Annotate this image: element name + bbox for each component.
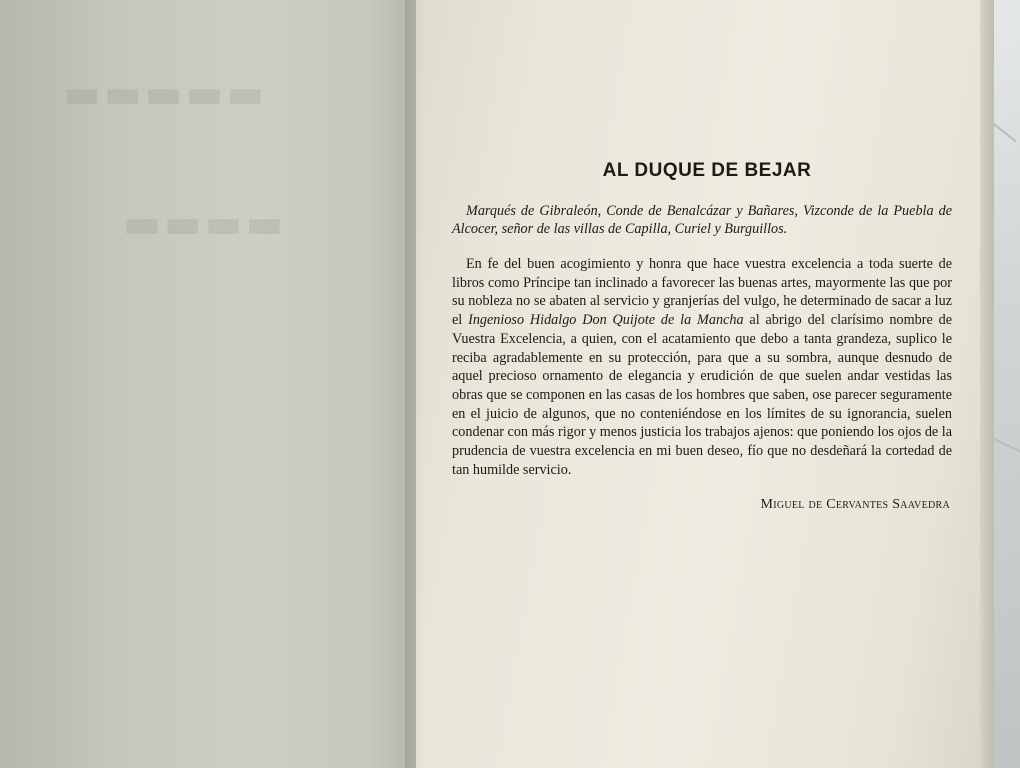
dedication-text-block	[452, 160, 952, 513]
dedication-body	[452, 255, 952, 479]
body-part-1: En fe del buen acogimiento y honra que hace vuestra excelencia a toda suerte de libros como Príncipe tan inclinado a favorecer las buenas artes, mayormente las que por su nobleza no se abaten al servicio y granjerías del vulgo, he determinado de sacar a luz el	[452, 256, 952, 329]
body-part-2: al abrigo del clarísimo nombre de Vuestra Excelencia, a quien, con el acatamiento que debo a tanta grandeza, suplico le reciba agradablemente en su protección, para que a su sombra, aunque desnudo de aquel precioso ornamento de elegancia y erudición de que suelen andar vestidas las obras que se componen en las casas de los hombres que saben, ose parecer seguramente en el juicio de algunos, que no conteniéndose en los límites de su ignorancia, suelen condenar con más rigor y menos justicia los trabajos ajenos: que poniendo los ojos de la prudencia de vuestra excelencia en mi buen deseo, fío que no desdeñará la cortedad de tan humilde servicio.	[452, 312, 952, 478]
author-signature: Miguel de Cervantes Saavedra	[760, 497, 950, 513]
bleed-through-ghost: ▬▬▬▬▬	[60, 70, 264, 117]
page-edge	[980, 0, 994, 768]
bleed-through-ghost: ▬▬▬▬	[120, 200, 284, 247]
dedication-heading: AL DUQUE DE BEJAR	[602, 160, 812, 181]
book-title: Ingenioso Hidalgo Don Quijote de la Mancha	[468, 312, 744, 329]
noble-titles: Marqués de Gibraleón, Conde de Benalcázar y Bañares, Vizconde de la Puebla de Alcocer, señor de las villas de Capilla, Curiel y Burguillos.	[452, 203, 952, 237]
book-gutter	[405, 0, 427, 768]
left-page	[0, 0, 420, 768]
